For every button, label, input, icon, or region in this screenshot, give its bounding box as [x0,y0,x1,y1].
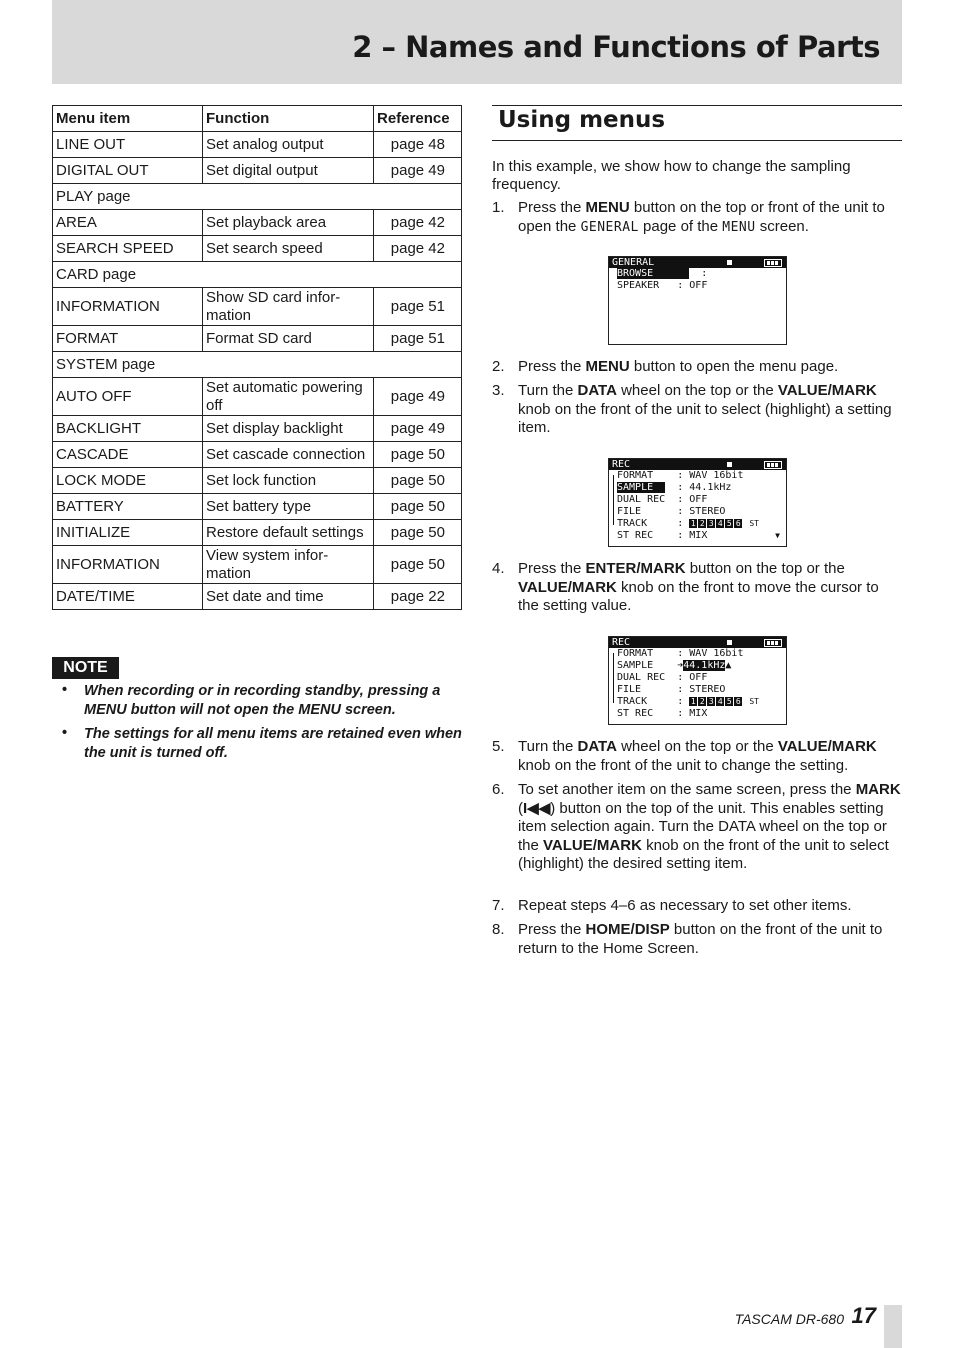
cell-function: Set display backlight [203,416,374,442]
step-text [518,921,902,958]
cell-ref: page 50 [374,442,462,468]
col-header-menu-item: Menu item [53,106,203,132]
text-run: button on the top or the [685,560,845,577]
note-label: NOTE [52,657,119,679]
cell-function: Set automatic powering off [203,378,374,416]
footer-brand: TASCAM DR-680 [734,1311,844,1327]
key-name: DATA [577,382,617,399]
lcd-title-bar [609,459,786,470]
cell-function: Set battery type [203,494,374,520]
cell-ref: page 50 [374,546,462,584]
text-run: Press the [518,358,586,375]
cell-item: AREA [53,210,203,236]
text-run: button on the top or front of the unit to open the [518,199,885,235]
lcd-rec-screen-edit [608,636,787,725]
text-run: knob on the front of the unit to select (highlight) the desired setting item. [518,836,889,872]
step-number: 7. [492,897,505,914]
cell-ref: page 50 [374,468,462,494]
lcd-row-label: BROWSE [617,268,689,279]
text-run: button to open the menu page. [629,358,839,375]
step-1 [492,199,902,237]
text-run: Turn the [518,382,578,399]
table-row [53,442,462,468]
lcd-row: FILE : STEREO [617,684,726,695]
battery-icon [764,639,782,647]
battery-icon [764,259,782,267]
cell-function: Set date and time [203,584,374,610]
table-row [53,288,462,326]
cell-item: CASCADE [53,442,203,468]
note-item [52,682,464,719]
track-indicators: 1 2 3 4 5 6 [690,518,741,528]
track-indicators: 1 2 3 4 5 6 [690,696,741,706]
table-section-row [53,352,462,378]
cell-function: Set analog output [203,132,374,158]
step-text [518,897,902,916]
cell-ref: page 48 [374,132,462,158]
text-run: Repeat steps 4–6 as necessary to set other items. [518,897,852,914]
lcd-word: MENU [722,219,756,235]
key-name: MENU [585,199,630,216]
step-text [518,199,902,237]
section-rule [492,140,902,141]
cell-ref: page 51 [374,326,462,352]
chapter-title: 2 – Names and Functions of Parts [352,30,880,64]
table-row [53,494,462,520]
cell-function: View system infor-mation [203,546,374,584]
step-3 [492,382,902,438]
table-row [53,158,462,184]
lcd-row-sep: : [677,280,684,291]
cell-function: Restore default settings [203,520,374,546]
cursor-arrow-icon: ➔ [677,660,684,671]
scroll-down-icon: ▼ [775,531,780,540]
key-name: MARK [855,781,901,798]
lcd-title-bar [609,257,786,268]
footer-tab [884,1305,902,1348]
table-row [53,378,462,416]
step-text [518,382,902,438]
cell-ref: page 50 [374,494,462,520]
record-square-icon [727,260,732,265]
lcd-row-label: SPEAKER [617,280,660,291]
cell-item: INFORMATION [53,546,203,584]
text-run: page of the [638,217,723,235]
cell-item: INFORMATION [53,288,203,326]
table-row [53,546,462,584]
step-7 [492,897,902,916]
cell-section: CARD page [53,262,462,288]
table-section-row [53,262,462,288]
cell-item: BACKLIGHT [53,416,203,442]
cell-ref: page 49 [374,158,462,184]
lcd-row: FORMAT : WAV 16bit [617,470,744,481]
cell-item: LOCK MODE [53,468,203,494]
text-run: ( [518,799,523,817]
lcd-row: DUAL REC : OFF [617,672,708,683]
step-8 [492,921,902,958]
lcd-row-value: OFF [689,280,708,291]
menu-table [52,105,462,610]
lcd-row [609,268,786,280]
record-square-icon [727,640,732,645]
cell-section: PLAY page [53,184,462,210]
lcd-title: REC [612,459,631,470]
text-run: button on the front of the unit to return to the Home Screen. [518,921,883,957]
cell-item: FORMAT [53,326,203,352]
step-number: 6. [492,781,505,798]
cell-ref: page 42 [374,210,462,236]
lcd-row: SAMPLE ➔44.1kHz▲ [617,660,732,671]
step-number: 4. [492,560,505,577]
bullet-icon: • [62,682,68,698]
cell-ref: page 22 [374,584,462,610]
key-name: VALUE/MARK [777,738,877,755]
note-text: The settings for all menu items are retained even when the unit is turned off. [84,726,462,761]
key-name: ENTER/MARK [585,560,686,577]
note-text: When recording or in recording standby, pressing a MENU button will not open the MENU screen. [84,683,441,718]
cell-function: Show SD card infor-mation [203,288,374,326]
step-number: 3. [492,382,505,399]
step-6 [492,781,902,874]
cell-ref: page 49 [374,416,462,442]
step-text [518,738,902,775]
cell-item: SEARCH SPEED [53,236,203,262]
table-row [53,132,462,158]
cell-function: Set cascade connection [203,442,374,468]
cell-item: LINE OUT [53,132,203,158]
cell-function: Set playback area [203,210,374,236]
col-header-reference: Reference [374,106,462,132]
table-section-row [53,184,462,210]
section-title: Using menus [498,107,666,133]
lcd-general-screen [608,256,787,345]
lcd-row: FILE : STEREO [617,506,726,517]
record-square-icon [727,462,732,467]
lcd-row [609,280,786,292]
table-row [53,416,462,442]
key-name: VALUE/MARK [543,836,642,854]
cell-item: BATTERY [53,494,203,520]
cell-item: DIGITAL OUT [53,158,203,184]
lcd-row: TRACK : 1 2 3 4 5 6 ST [617,696,759,707]
bullet-icon: • [62,725,68,741]
cell-item: DATE/TIME [53,584,203,610]
step-2 [492,358,902,377]
step-5 [492,738,902,775]
lcd-row: SAMPLE : 44.1kHz [617,482,732,493]
table-row [53,584,462,610]
text-run: Press the [518,560,586,577]
section-rule [492,105,902,106]
lcd-row: FORMAT : WAV 16bit [617,648,744,659]
header-band [52,0,902,84]
battery-icon [764,461,782,469]
lcd-title-bar [609,637,786,648]
lcd-row: ST REC : MIX ▼ [617,530,780,541]
cell-function: Set lock function [203,468,374,494]
text-run: wheel on the top or the [616,738,778,755]
cell-item: AUTO OFF [53,378,203,416]
intro-text: In this example, we show how to change the sampling frequency. [492,158,851,193]
key-name: VALUE/MARK [777,382,877,399]
cell-function: Set search speed [203,236,374,262]
key-name: DATA [577,738,617,755]
cell-ref: page 49 [374,378,462,416]
step-text [518,560,902,616]
cell-section: SYSTEM page [53,352,462,378]
key-name: MENU [585,358,630,375]
text-run: knob on the front to move the cursor to the setting value. [518,578,879,614]
text-run: To set another item on the same screen, press the [518,781,856,798]
step-number: 8. [492,921,505,938]
table-row [53,210,462,236]
lcd-row: DUAL REC : OFF [617,494,708,505]
text-run: Press the [518,199,586,216]
lcd-word: GENERAL [580,219,639,235]
table-row [53,326,462,352]
step-text [518,358,902,377]
cell-ref: page 51 [374,288,462,326]
table-row [53,468,462,494]
note-item [52,725,464,762]
page-number: 17 [851,1303,876,1328]
cursor-up-icon: ▲ [725,660,732,671]
text-run: wheel on the top or the [616,382,778,399]
text-run: Turn the [518,738,578,755]
text-run: knob on the front of the unit to select (highlight) a setting item. [518,400,892,436]
text-run: ) button on the top of the unit. This enables setting item selection again. Turn the DATA wheel on the top or the [518,799,887,854]
lcd-title: REC [612,637,631,648]
table-row [53,236,462,262]
cell-ref: page 50 [374,520,462,546]
lcd-title: GENERAL [612,257,655,268]
cell-ref: page 42 [374,236,462,262]
step-number: 2. [492,358,505,375]
lcd-row: TRACK : 1 2 3 4 5 6 ST [617,518,759,529]
key-name: HOME/DISP [585,921,670,938]
key-name: VALUE/MARK [518,578,617,596]
step-number: 1. [492,199,505,216]
text-run: Press the [518,921,586,938]
step-4 [492,560,902,616]
cell-function: Set digital output [203,158,374,184]
lcd-row-value-selected: 44.1kHz [683,660,726,671]
note-list [52,682,464,768]
lcd-rec-screen-select [608,458,787,547]
lcd-row: ST REC : MIX [617,708,708,719]
step-text [518,781,902,874]
text-run: screen. [755,217,809,235]
table-row [53,520,462,546]
cell-item: INITIALIZE [53,520,203,546]
step-number: 5. [492,738,505,755]
lcd-row-sep: : [701,268,708,279]
col-header-function: Function [203,106,374,132]
table-header-row [53,106,462,132]
cell-function: Format SD card [203,326,374,352]
skip-back-icon: I◀◀ [523,799,551,817]
text-run: knob on the front of the unit to change the setting. [518,756,849,774]
